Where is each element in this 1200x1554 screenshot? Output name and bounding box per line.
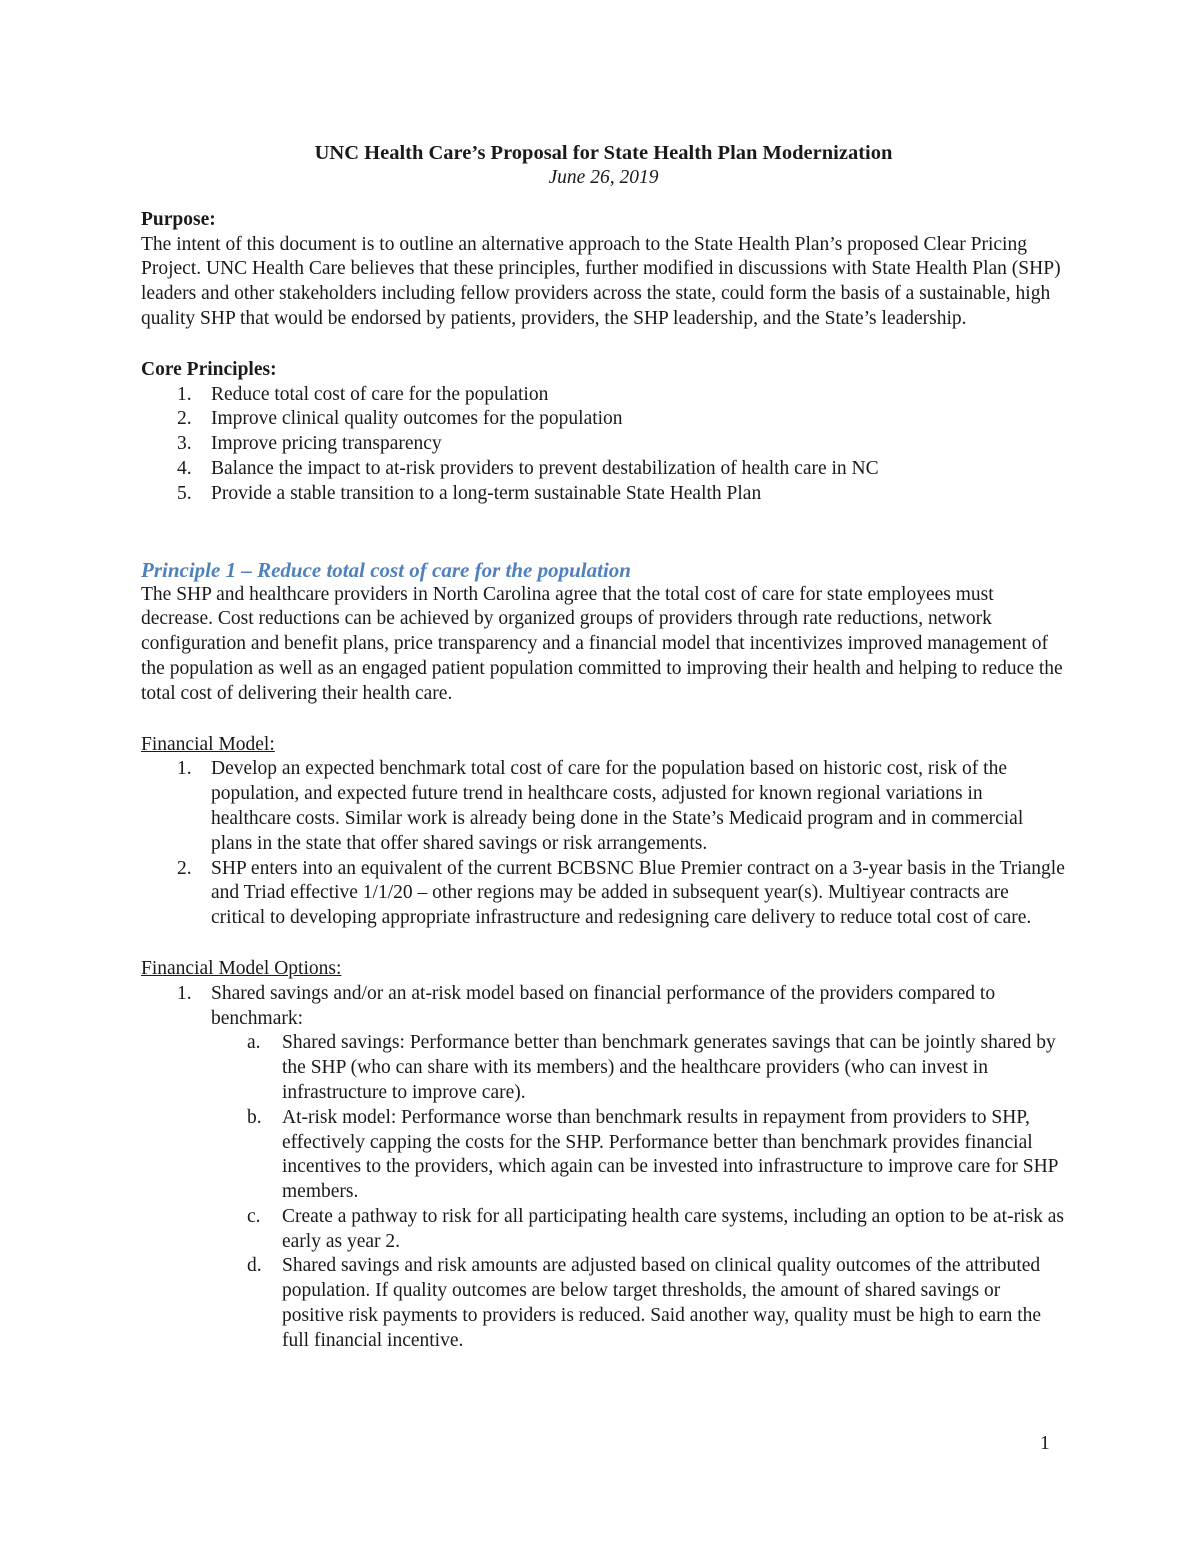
list-item-text: Provide a stable transition to a long-term sustainable State Health Plan (211, 482, 762, 504)
list-item (141, 407, 1066, 432)
financial-model-heading: Financial Model: (141, 733, 275, 755)
sub-list-item (211, 1106, 1066, 1205)
sub-list-item-text: Shared savings and risk amounts are adjusted based on clinical quality outcomes of the attributed population. If quality outcomes are below target thresholds, the amount of shared savings or positive risk payments to providers is reduced. Said another way, quality must be high to earn the full financial incentive. (282, 1255, 1042, 1351)
list-item-text: Improve pricing transparency (211, 433, 442, 455)
list-item (141, 432, 1066, 457)
document-page (141, 140, 1066, 1354)
financial-model-options-list (141, 982, 1066, 1354)
list-marker: 1. (177, 982, 192, 1004)
document-date: June 26, 2019 (548, 167, 659, 188)
core-principles-list (141, 383, 1066, 507)
list-item-text: Improve clinical quality outcomes for the population (211, 408, 623, 430)
sub-list-marker: c. (247, 1205, 261, 1227)
list-item (141, 482, 1066, 507)
purpose-heading: Purpose: (141, 208, 216, 230)
sub-list-marker: d. (247, 1255, 262, 1277)
list-item (141, 757, 1066, 856)
sub-list-marker: a. (247, 1032, 261, 1054)
financial-model-options-sublist (211, 1031, 1066, 1353)
sub-list-marker: b. (247, 1106, 262, 1128)
list-marker: 1. (177, 383, 192, 405)
financial-model-list (141, 757, 1066, 931)
sub-list-item (211, 1254, 1066, 1353)
principle-1-heading: Principle 1 – Reduce total cost of care for the population (141, 557, 631, 582)
sub-list-item-text: At-risk model: Performance worse than benchmark results in repayment from providers to SHP, effectively capping the costs for the SHP. Performance better than benchmark provides financial incentives to the providers, which again can be invested into infrastructure to improve care for SHP members. (282, 1106, 1058, 1203)
list-item-text: Reduce total cost of care for the population (211, 383, 549, 405)
list-item (141, 982, 1066, 1354)
list-item-text: Shared savings and/or an at-risk model based on financial performance of the providers compared to benchmark: (211, 982, 996, 1029)
list-marker: 3. (177, 433, 192, 455)
core-principles-heading: Core Principles: (141, 358, 277, 380)
document-title: UNC Health Care’s Proposal for State Health Plan Modernization (314, 142, 893, 164)
list-marker: 5. (177, 482, 192, 504)
financial-model-options-heading: Financial Model Options: (141, 957, 342, 979)
list-marker: 4. (177, 457, 192, 479)
list-item (141, 383, 1066, 408)
list-item-text: Develop an expected benchmark total cost of care for the population based on historic cost, risk of the population, and expected future trend in healthcare costs, adjusted for known regional variations in healthcare costs. Similar work is already being done in the State’s Medicaid program and in commercial plans in the state that offer shared savings or risk arrangements. (211, 758, 1024, 854)
list-item-text: Balance the impact to at-risk providers to prevent destabilization of health care in NC (211, 457, 879, 479)
list-item (141, 457, 1066, 482)
list-marker: 1. (177, 758, 192, 780)
list-marker: 2. (177, 408, 192, 430)
page-number: 1 (1040, 1433, 1050, 1454)
list-item-text: SHP enters into an equivalent of the current BCBSNC Blue Premier contract on a 3-year basis in the Triangle and Triad effective 1/1/20 – other regions may be added in subsequent year(s). Multiyear contracts are critical to developing appropriate infrastructure and redesigning care delivery to reduce total cost of care. (211, 857, 1065, 929)
sub-list-item-text: Create a pathway to risk for all participating health care systems, including an option to be at-risk as early as year 2. (282, 1205, 1064, 1252)
sub-list-item-text: Shared savings: Performance better than benchmark generates savings that can be jointly shared by the SHP (who can share with its members) and the healthcare providers (who can invest in infrastructure to improve care). (282, 1032, 1056, 1103)
purpose-text: The intent of this document is to outline an alternative approach to the State Health Plan’s proposed Clear Pricing Project. UNC Health Care believes that these principles, further modified in discussions with State Health Plan (SHP) leaders and other stakeholders including fellow providers across the state, could form the basis of a sustainable, high quality SHP that would be endorsed by patients, providers, the SHP leadership, and the State’s leadership. (141, 233, 1061, 329)
sub-list-item (211, 1031, 1066, 1105)
sub-list-item (211, 1205, 1066, 1255)
principle-1-intro: The SHP and healthcare providers in North Carolina agree that the total cost of care for state employees must decrease. Cost reductions can be achieved by organized groups of providers through rate reductions, network configuration and benefit plans, price transparency and a financial model that incentivizes improved management of the population as well as an engaged patient population committed to improving their health and helping to reduce the total cost of delivering their health care. (141, 583, 1063, 704)
list-item (141, 857, 1066, 931)
list-marker: 2. (177, 857, 192, 879)
